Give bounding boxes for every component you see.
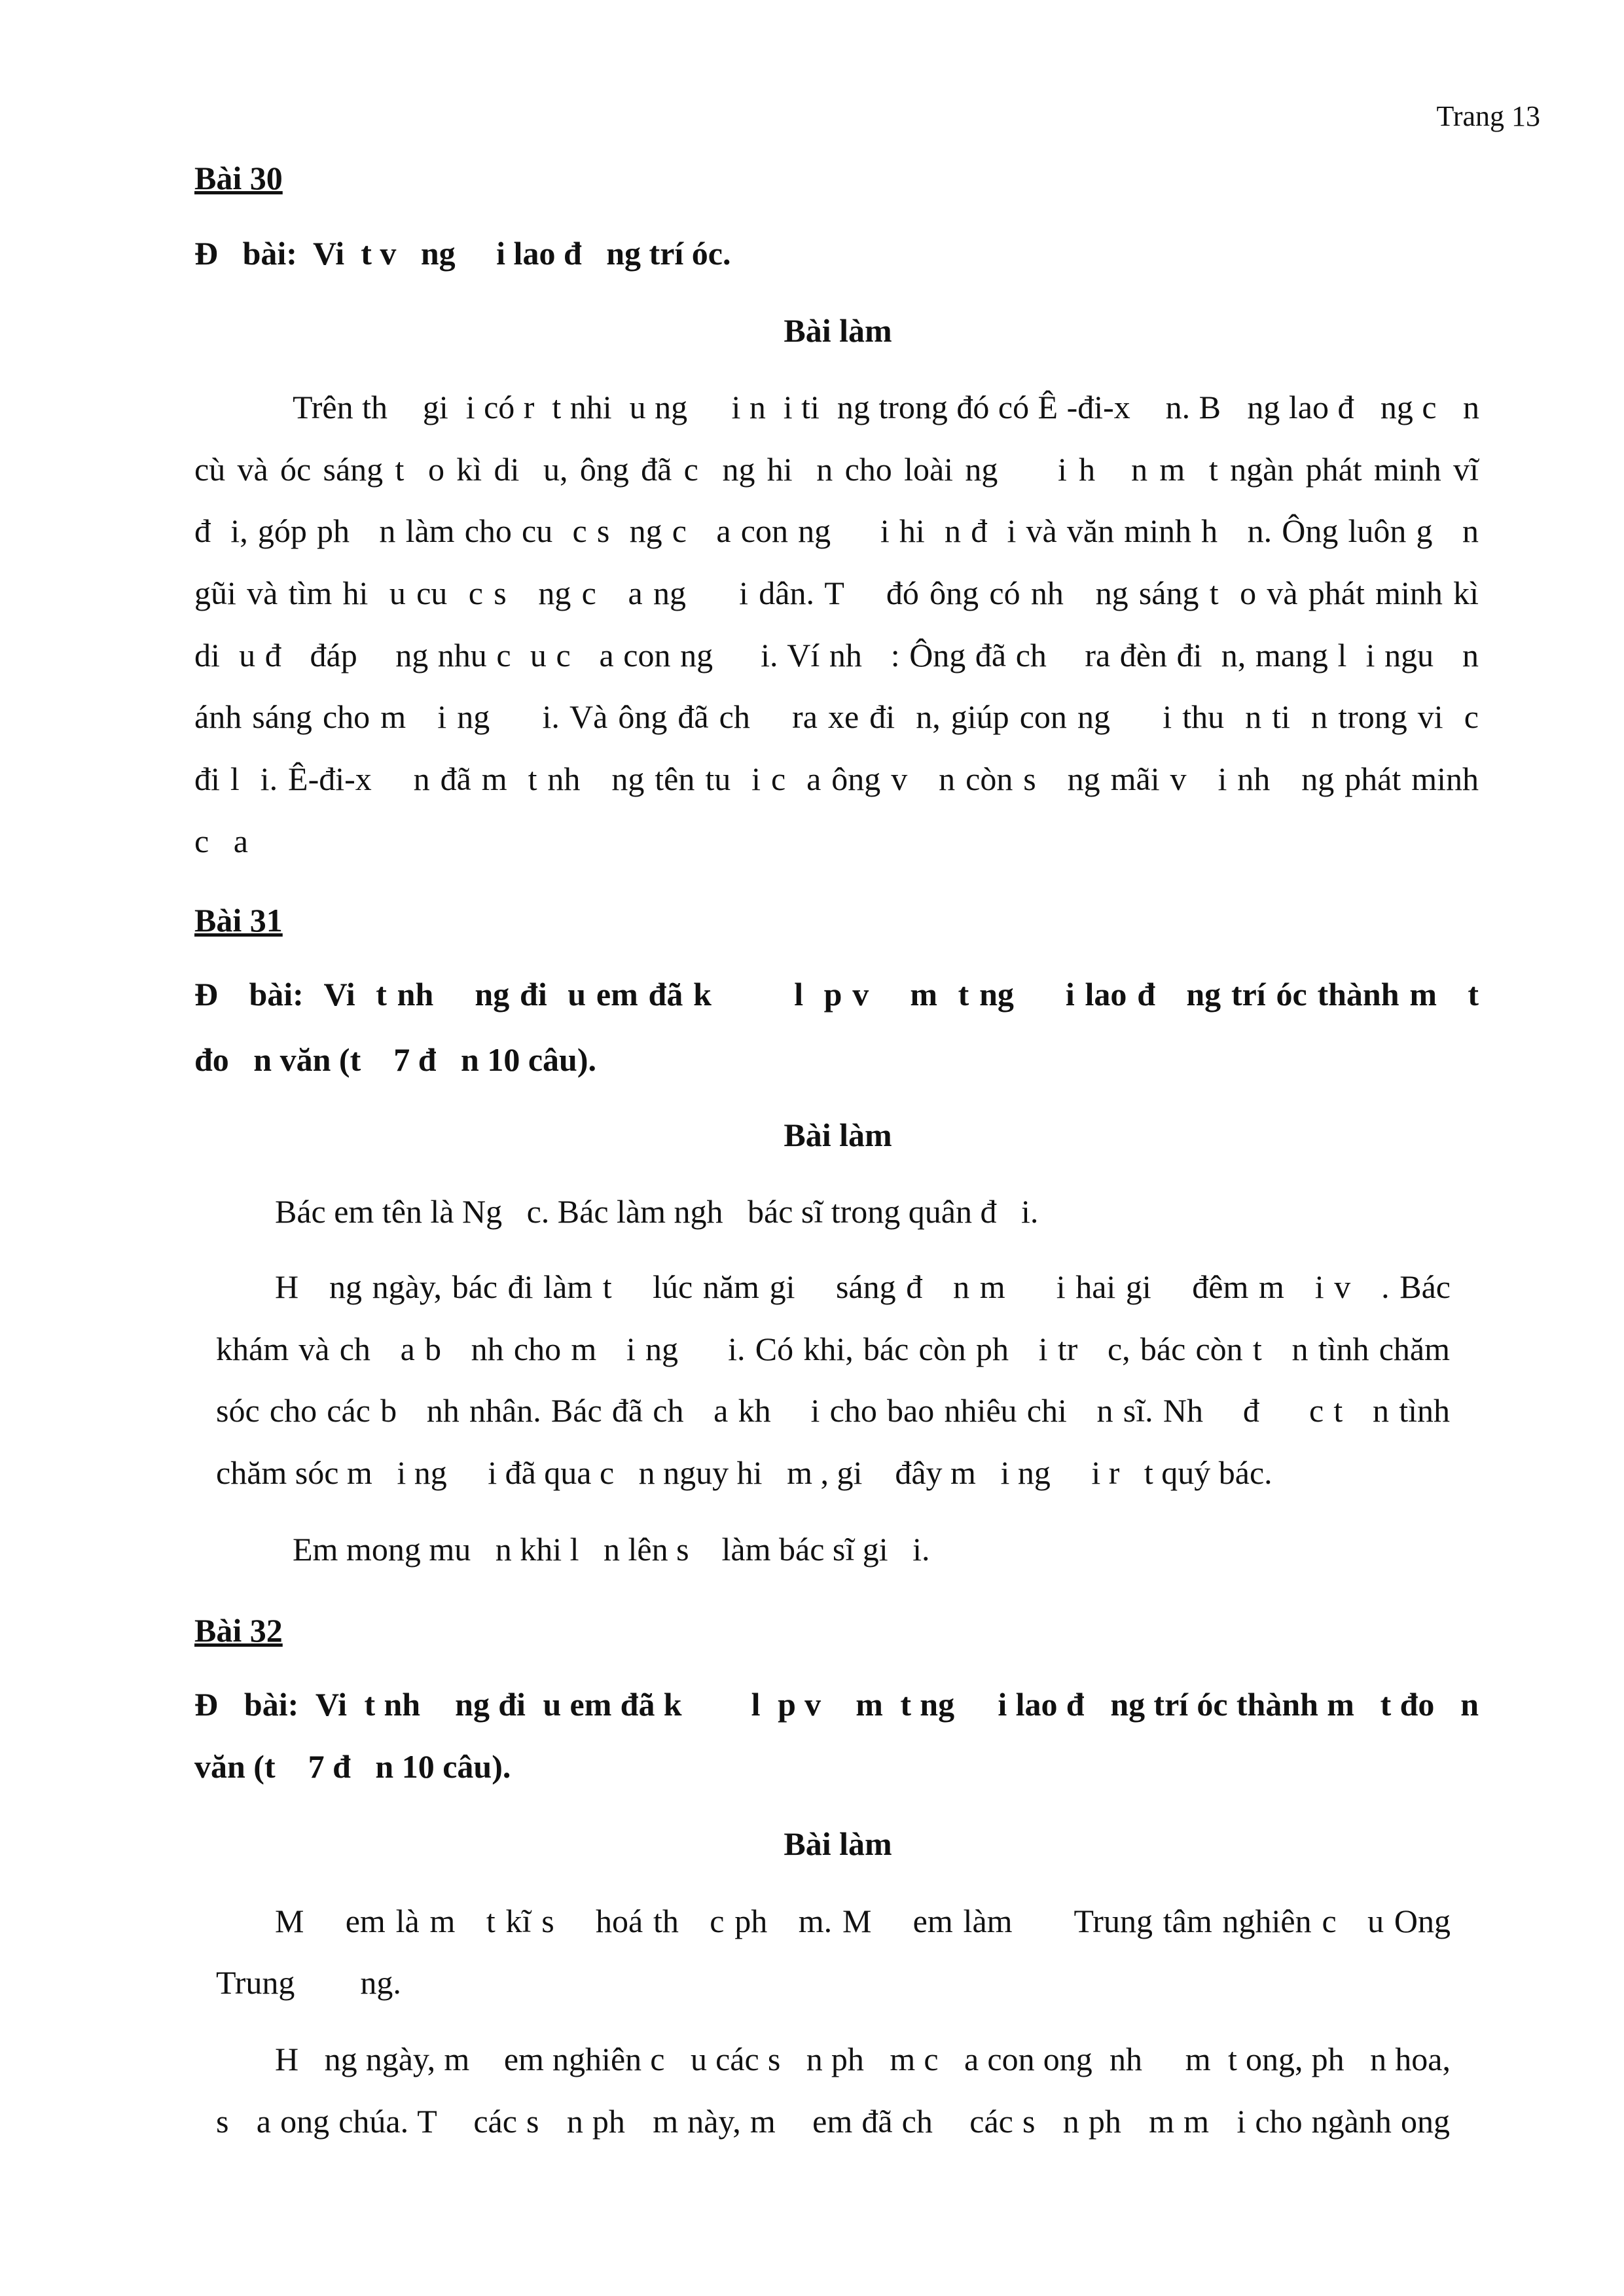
answer-line: khám và ch a b nh cho m i ng i. Có khi, bác còn ph i tr c, bác còn t n tình chăm [216, 1331, 1450, 1367]
exercise-title-32: Bài 32 [194, 1612, 283, 1649]
answer-line: H ng ngày, bác đi làm t lúc năm gi sáng đ n m i hai gi đêm m i v . Bác [275, 1268, 1451, 1305]
answer-heading-30: Bài làm [784, 312, 892, 349]
answer-line: Trung ng. [216, 1964, 401, 2001]
exercise-prompt-31: Đ bài: Vi t nh ng đi u em đã k l p v m t ng i lao đ ng trí óc thành m t [194, 976, 1479, 1013]
answer-line: Trên th gi i có r t nhi u ng i n i ti ng trong đó có Ê -đi-x n. B ng lao đ ng c n [293, 389, 1479, 425]
answer-line: cù và óc sáng t o kì di u, ông đã c ng hi n cho loài ng i h n m t ngàn phát minh vĩ [194, 451, 1479, 488]
exercise-prompt-32: Đ bài: Vi t nh ng đi u em đã k l p v m t ng i lao đ ng trí óc thành m t đo n [194, 1686, 1479, 1723]
answer-line: đ i, góp ph n làm cho cu c s ng c a con ng i hi n đ i và văn minh h n. Ông luôn g n [194, 512, 1479, 549]
answer-line: Bác em tên là Ng c. Bác làm ngh bác sĩ trong quân đ i. [275, 1193, 1039, 1230]
exercise-prompt-31: đo n văn (t 7 đ n 10 câu). [194, 1041, 596, 1078]
answer-heading-32: Bài làm [784, 1825, 892, 1862]
answer-line: di u đ đáp ng nhu c u c a con ng i. Ví nh : Ông đã ch ra đèn đi n, mang l i ngu n [194, 637, 1479, 673]
exercise-prompt-32: văn (t 7 đ n 10 câu). [194, 1748, 511, 1785]
exercise-title-31: Bài 31 [194, 902, 283, 939]
answer-line: H ng ngày, m em nghiên c u các s n ph m c a con ong nh m t ong, ph n hoa, [275, 2041, 1451, 2077]
exercise-title-30: Bài 30 [194, 160, 283, 196]
answer-line: gũi và tìm hi u cu c s ng c a ng i dân. T đó ông có nh ng sáng t o và phát minh kì [194, 575, 1479, 611]
answer-line: sóc cho các b nh nhân. Bác đã ch a kh i cho bao nhiêu chi n sĩ. Nh đ c t n tình [216, 1392, 1450, 1429]
answer-line: M em là m t kĩ s hoá th c ph m. M em làm Trung tâm nghiên c u Ong [275, 1903, 1451, 1939]
answer-line: chăm sóc m i ng i đã qua c n nguy hi m , gi đây m i ng i r t quý bác. [216, 1454, 1272, 1491]
page-number: Trang 13 [1436, 100, 1540, 132]
answer-heading-31: Bài làm [784, 1117, 892, 1153]
answer-line: Em mong mu n khi l n lên s làm bác sĩ gi i. [293, 1531, 930, 1568]
answer-line: đi l i. Ê-đi-x n đã m t nh ng tên tu i c a ông v n còn s ng mãi v i nh ng phát minh [194, 761, 1479, 797]
answer-line: c a [194, 823, 248, 859]
answer-line: s a ong chúa. T các s n ph m này, m em đã ch các s n ph m m i cho ngành ong [216, 2103, 1450, 2140]
answer-line: ánh sáng cho m i ng i. Và ông đã ch ra xe đi n, giúp con ng i thu n ti n trong vi c [194, 698, 1479, 735]
exercise-prompt-30: Đ bài: Vi t v ng i lao đ ng trí óc. [194, 235, 731, 272]
